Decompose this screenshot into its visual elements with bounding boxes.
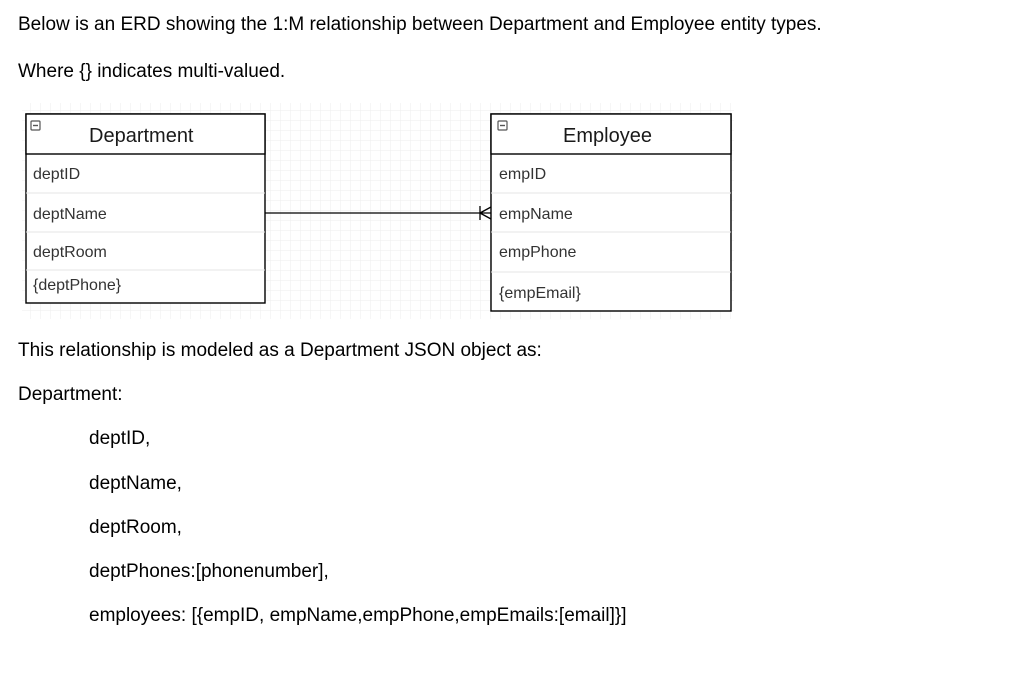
- field-deptid: deptID,: [89, 428, 151, 449]
- department-entity[interactable]: [26, 114, 265, 303]
- field-employees: employees: [{empID, empName,empPhone,empEmails:[email]}]: [89, 605, 627, 626]
- employee-title: Employee: [563, 125, 652, 147]
- attribute-deptname: deptName: [33, 206, 107, 223]
- field-deptphones: deptPhones:[phonenumber],: [89, 561, 329, 582]
- model-intro: This relationship is modeled as a Department JSON object as:: [18, 340, 542, 361]
- intro-line-1: Below is an ERD showing the 1:M relationship between Department and Employee entity types.: [18, 14, 822, 35]
- attribute-empname: empName: [499, 206, 573, 223]
- department-title: Department: [89, 125, 194, 147]
- intro-line-2: Where {} indicates multi-valued.: [18, 61, 286, 82]
- attribute-deptphone: {deptPhone}: [33, 277, 122, 294]
- attribute-empphone: empPhone: [499, 244, 577, 261]
- attribute-empemail: {empEmail}: [499, 285, 581, 302]
- employee-entity[interactable]: [491, 114, 731, 311]
- erd-diagram: [0, 0, 1024, 330]
- field-deptname: deptName,: [89, 473, 182, 494]
- object-label: Department:: [18, 384, 123, 405]
- attribute-empid: empID: [499, 166, 547, 183]
- field-deptroom: deptRoom,: [89, 517, 182, 538]
- attribute-deptid: deptID: [33, 166, 81, 183]
- attribute-deptroom: deptRoom: [33, 244, 107, 261]
